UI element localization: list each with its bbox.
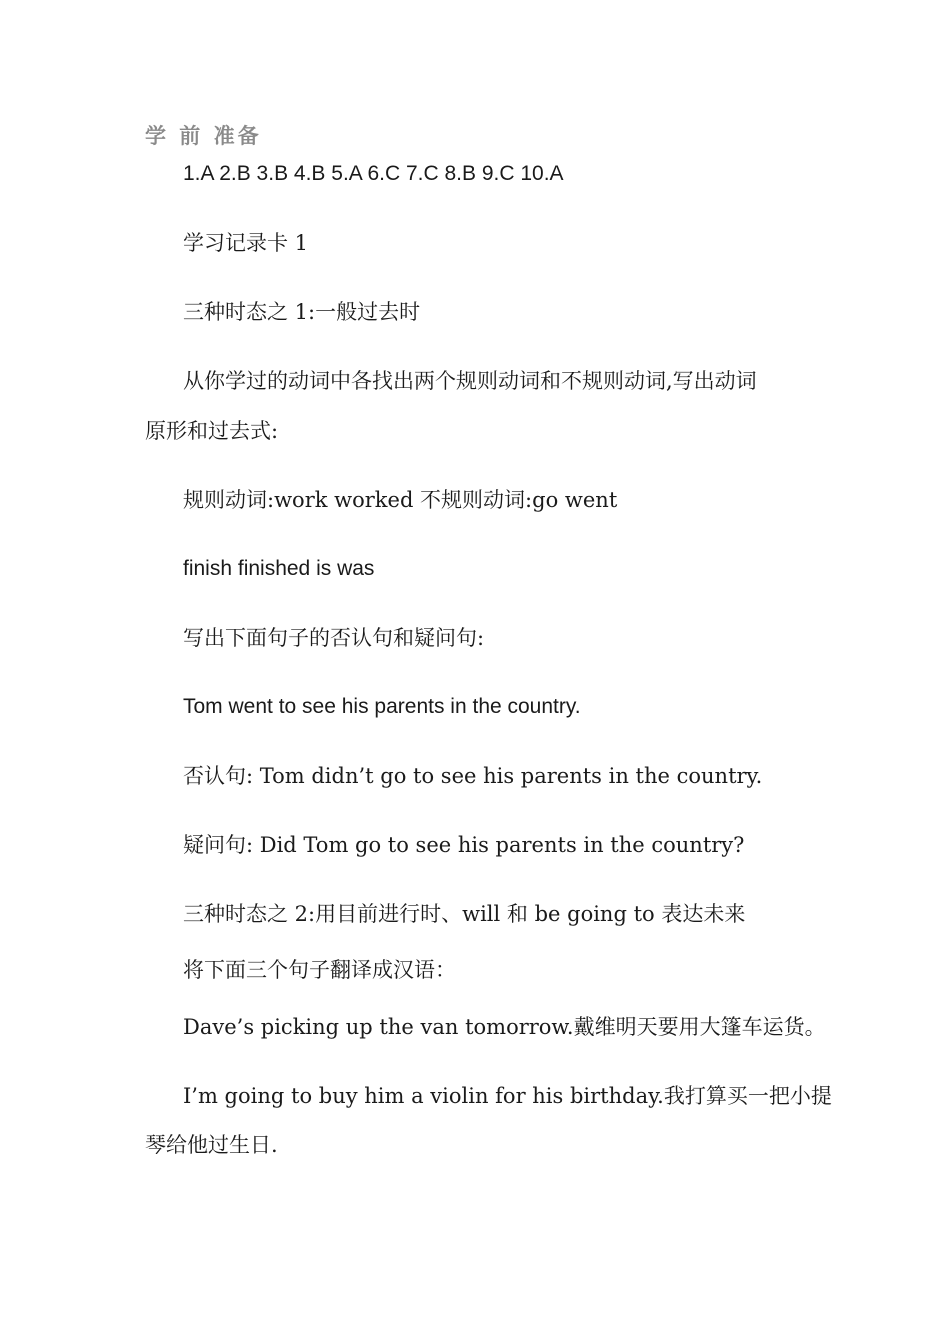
card-title: 学习记录卡 1	[183, 231, 309, 255]
instruction3: 将下面三个句子翻译成汉语：	[183, 958, 456, 982]
section2-title: 三种时态之 2:用目前进行时、will 和 be going to 表达未来	[183, 902, 746, 926]
sentence-original: Tom went to see his parents in the country.	[183, 695, 581, 718]
instruction1-line1: 从你学过的动词中各找出两个规则动词和不规则动词,写出动词	[183, 369, 757, 393]
translation1: Dave’s picking up the van tomorrow.戴维明天要用大篷车运货。	[183, 1015, 826, 1039]
instruction2: 写出下面句子的否认句和疑问句:	[183, 626, 485, 650]
translation2-line2: 琴给他过生日.	[145, 1133, 278, 1157]
instruction1-line2: 原形和过去式:	[145, 419, 279, 443]
section-heading: 学 前 准备	[145, 123, 262, 148]
verbs-line1: 规则动词:work worked 不规则动词:go went	[183, 488, 618, 512]
sentence-negative: 否认句: Tom didn’t go to see his parents in the country.	[183, 764, 763, 788]
section1-title: 三种时态之 1:一般过去时	[183, 300, 421, 324]
sentence-question: 疑问句: Did Tom go to see his parents in the country?	[183, 833, 745, 857]
translation2-line1: I’m going to buy him a violin for his birthday.我打算买一把小提	[183, 1084, 832, 1108]
verbs-line2: finish finished is was	[183, 557, 375, 580]
answer-key: 1.A 2.B 3.B 4.B 5.A 6.C 7.C 8.B 9.C 10.A	[183, 162, 564, 185]
